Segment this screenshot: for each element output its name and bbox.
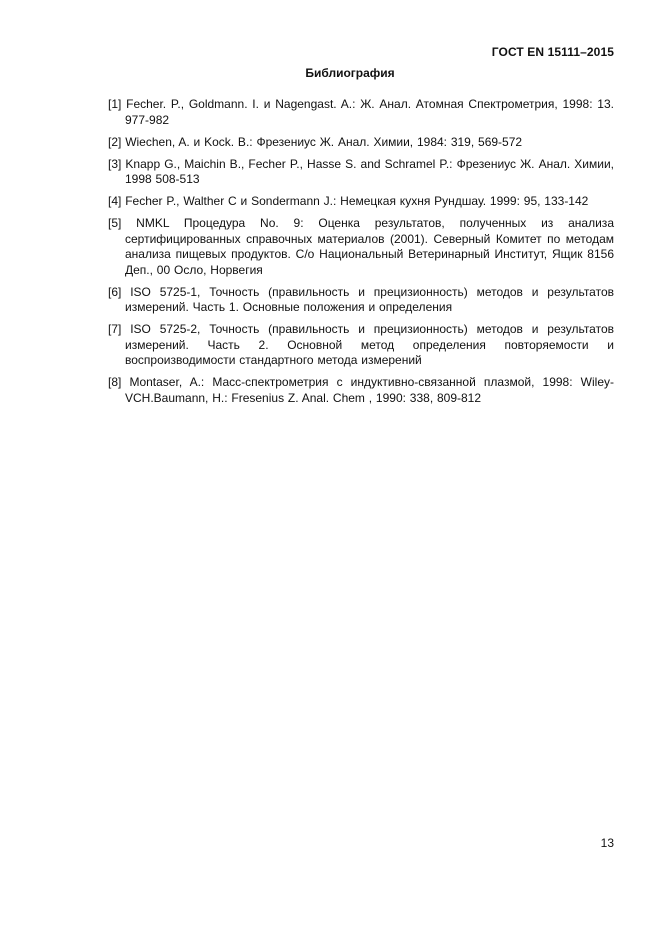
bibliography-item [108, 285, 614, 316]
bibliography-item [108, 194, 614, 210]
reference-number: [7] [108, 322, 131, 336]
reference-number: [3] [108, 156, 126, 171]
reference-number: [5] [108, 216, 137, 230]
page-number: 13 [600, 836, 614, 850]
bibliography-item [108, 216, 614, 278]
page-title: Библиография [305, 66, 395, 80]
reference-text: ISO 5725-2, Точность (правильность и прецизионность) методов и результатов измерений. Часть 2. Основной метод определения повторяемости и воспроизводимости стандартного метода измерений [125, 322, 614, 367]
bibliography-item [108, 322, 614, 369]
bibliography-item [108, 135, 614, 151]
bibliography-list [108, 97, 614, 413]
reference-text: ISO 5725-1, Точность (правильность и прецизионность) методов и результатов измерений. Часть 1. Основные положения и определения [125, 284, 614, 314]
standard-designation: ГОСТ EN 15111–2015 [491, 45, 614, 59]
reference-number: [2] [108, 134, 126, 149]
reference-text: Montaser, A.: Масс-спектрометрия с индуктивно-связанной плазмой, 1998: Wiley-VCH.Baumann, H.: Fresenius Z. Anal. Chem , 1990: 338, 809-812 [125, 375, 614, 405]
reference-number: [8] [108, 375, 130, 389]
reference-number: [4] [108, 194, 126, 208]
bibliography-item [108, 157, 614, 188]
reference-number: [6] [108, 284, 131, 299]
reference-text: Wiechen, A. и Kock. B.: Фрезениус Ж. Анал. Химии, 1984: 319, 569-572 [125, 134, 523, 149]
reference-text: Knapp G., Maichin B., Fecher P., Hasse S. and Schramel P.: Фрезениус Ж. Анал. Химии, 1998 508-513 [125, 156, 614, 186]
reference-text: Fecher. P., Goldmann. I. и Nagengast. A.: Ж. Анал. Атомная Спектрометрия, 1998: 13. 977-982 [125, 97, 614, 127]
bibliography-item [108, 375, 614, 406]
reference-number: [1] [108, 97, 127, 111]
bibliography-item [108, 97, 614, 128]
reference-text: Fecher P., Walther C и Sondermann J.: Немецкая кухня Рундшау. 1999: 95, 133-142 [125, 194, 589, 208]
reference-text: NMKL Процедура No. 9: Оценка результатов, полученных из анализа сертифицированных справочных материалов (2001). Северный Комитет по методам анализа пищевых продуктов. C/o Национальный Ветеринарный Институт, Ящик 8156 Деп., 00 Осло, Норвегия [125, 216, 614, 277]
